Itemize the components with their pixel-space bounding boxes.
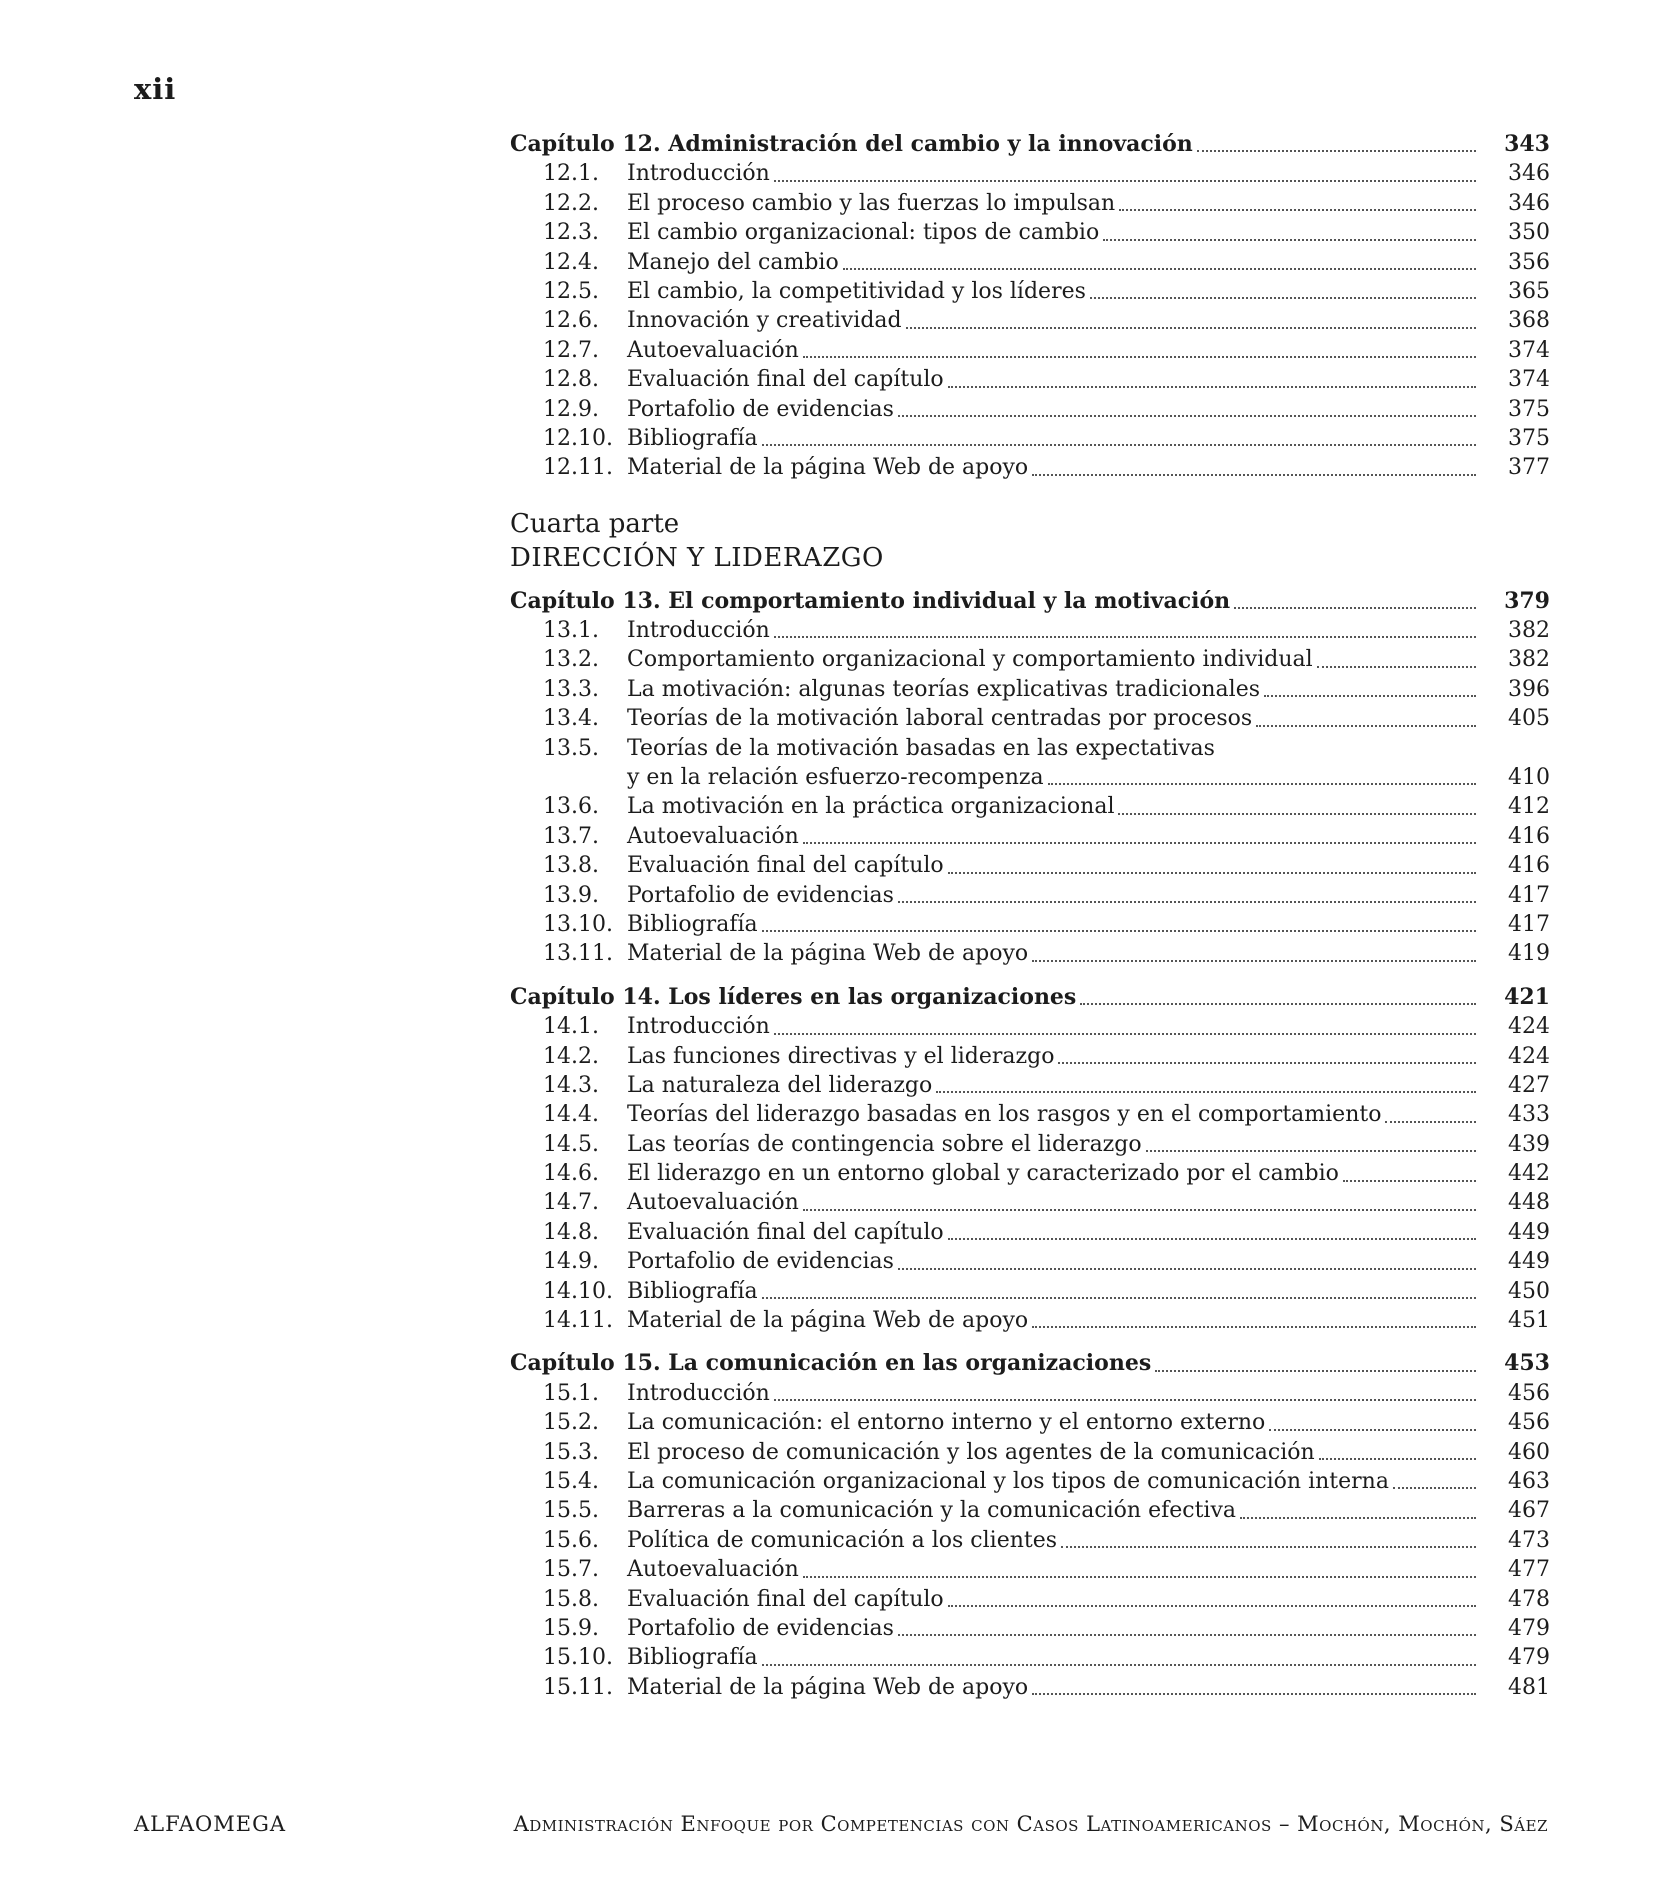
section-page-number: 365 bbox=[1508, 278, 1550, 304]
chapter-title: Capítulo 15. La comunicación en las organizaciones bbox=[510, 1350, 1152, 1377]
toc-entry bbox=[510, 822, 1550, 851]
toc-entry bbox=[510, 792, 1550, 821]
section-page-number: 427 bbox=[1508, 1072, 1550, 1098]
dot-leader bbox=[1103, 239, 1476, 241]
dot-leader bbox=[898, 1634, 1476, 1636]
section-number: 14.9. bbox=[543, 1249, 599, 1275]
dot-leader bbox=[774, 1399, 1476, 1401]
section-number: 13.5. bbox=[543, 735, 599, 761]
dot-leader bbox=[948, 872, 1476, 874]
section-page-number: 416 bbox=[1508, 853, 1550, 879]
section-page-number: 382 bbox=[1508, 618, 1550, 644]
toc-entry-continuation bbox=[510, 763, 1550, 792]
toc-entry bbox=[510, 851, 1550, 880]
dot-leader bbox=[1090, 297, 1476, 299]
toc-entry bbox=[510, 1071, 1550, 1100]
section-number: 14.5. bbox=[543, 1131, 599, 1157]
section-page-number: 417 bbox=[1508, 882, 1550, 908]
section-number: 12.11. bbox=[543, 455, 613, 481]
section-page-number: 419 bbox=[1508, 941, 1550, 967]
section-title: Manejo del cambio bbox=[627, 249, 839, 275]
section-page-number: 477 bbox=[1508, 1557, 1550, 1583]
section-page-number: 442 bbox=[1508, 1161, 1550, 1187]
section-number: 13.4. bbox=[543, 706, 599, 732]
dot-leader bbox=[1343, 1180, 1476, 1182]
section-number: 12.9. bbox=[543, 396, 599, 422]
toc-entry bbox=[510, 1100, 1550, 1129]
dot-leader bbox=[1234, 607, 1476, 609]
section-number: 12.3. bbox=[543, 220, 599, 246]
toc-entry bbox=[510, 1408, 1550, 1437]
section-number: 15.7. bbox=[543, 1557, 599, 1583]
toc-entry bbox=[510, 1526, 1550, 1555]
section-number: 12.6. bbox=[543, 308, 599, 334]
chapter-page-number: 343 bbox=[1504, 130, 1550, 157]
footer-publisher: ALFAOMEGA bbox=[134, 1812, 287, 1836]
section-number: 12.4. bbox=[543, 249, 599, 275]
section-number: 12.7. bbox=[543, 337, 599, 363]
section-number: 15.8. bbox=[543, 1586, 599, 1612]
section-page-number: 416 bbox=[1508, 823, 1550, 849]
section-page-number: 451 bbox=[1508, 1308, 1550, 1334]
footer-book-title: Administración Enfoque por Competencias con Casos Latinoamericanos – Mochón, Mochón, Sáez bbox=[513, 1812, 1548, 1836]
section-title: La comunicación: el entorno interno y el entorno externo bbox=[627, 1410, 1266, 1436]
section-page-number: 460 bbox=[1508, 1439, 1550, 1465]
dot-leader bbox=[1032, 1326, 1476, 1328]
section-page-number: 374 bbox=[1508, 367, 1550, 393]
section-title: Evaluación final del capítulo bbox=[627, 1586, 944, 1612]
section-title: Autoevaluación bbox=[627, 1190, 799, 1216]
dot-leader bbox=[843, 268, 1476, 270]
section-number: 13.3. bbox=[543, 676, 599, 702]
section-number: 14.7. bbox=[543, 1190, 599, 1216]
section-page-number: 412 bbox=[1508, 794, 1550, 820]
section-title: Evaluación final del capítulo bbox=[627, 367, 944, 393]
section-number: 13.7. bbox=[543, 823, 599, 849]
chapter-block bbox=[510, 1349, 1550, 1702]
dot-leader bbox=[1118, 813, 1476, 815]
dot-leader bbox=[936, 1091, 1476, 1093]
section-number: 13.10. bbox=[543, 911, 613, 937]
section-number: 13.9. bbox=[543, 882, 599, 908]
section-title: Bibliografía bbox=[627, 911, 758, 937]
toc-entry bbox=[510, 645, 1550, 674]
dot-leader bbox=[1393, 1487, 1476, 1489]
toc-entry bbox=[510, 616, 1550, 645]
section-page-number: 350 bbox=[1508, 220, 1550, 246]
toc-entry bbox=[510, 734, 1550, 763]
section-number: 13.11. bbox=[543, 941, 613, 967]
section-page-number: 417 bbox=[1508, 911, 1550, 937]
dot-leader bbox=[774, 1033, 1476, 1035]
dot-leader bbox=[762, 444, 1476, 446]
dot-leader bbox=[898, 901, 1476, 903]
toc-entry bbox=[510, 1247, 1550, 1276]
section-title: Bibliografía bbox=[627, 1278, 758, 1304]
toc-entry bbox=[510, 1277, 1550, 1306]
section-number: 14.8. bbox=[543, 1219, 599, 1245]
toc-entry bbox=[510, 453, 1550, 482]
section-title: Política de comunicación a los clientes bbox=[627, 1527, 1058, 1553]
toc-entry bbox=[510, 277, 1550, 306]
section-number: 13.1. bbox=[543, 618, 599, 644]
section-title: Introducción bbox=[627, 161, 770, 187]
section-page-number: 374 bbox=[1508, 337, 1550, 363]
toc-entry bbox=[510, 675, 1550, 704]
toc-entry bbox=[510, 704, 1550, 733]
toc-entry bbox=[510, 1438, 1550, 1467]
toc-entry bbox=[510, 1379, 1550, 1408]
dot-leader bbox=[1032, 1693, 1476, 1695]
section-number: 15.2. bbox=[543, 1410, 599, 1436]
section-page-number: 439 bbox=[1508, 1131, 1550, 1157]
section-title: El cambio organizacional: tipos de cambio bbox=[627, 220, 1100, 246]
section-title: Comportamiento organizacional y comportamiento individual bbox=[627, 647, 1313, 673]
dot-leader bbox=[1058, 1062, 1476, 1064]
section-title: La comunicación organizacional y los tipos de comunicación interna bbox=[627, 1469, 1389, 1494]
section-page-number: 456 bbox=[1508, 1380, 1550, 1406]
toc-entry bbox=[510, 248, 1550, 277]
toc-entry bbox=[510, 424, 1550, 453]
section-title: Teorías de la motivación laboral centradas por procesos bbox=[627, 706, 1253, 732]
section-title: Portafolio de evidencias bbox=[627, 1615, 894, 1641]
section-title: El proceso de comunicación y los agentes de la comunicación bbox=[627, 1439, 1315, 1465]
toc-entry bbox=[510, 1585, 1550, 1614]
dot-leader bbox=[803, 356, 1476, 358]
section-title: Material de la página Web de apoyo bbox=[627, 1308, 1029, 1334]
dot-leader bbox=[774, 180, 1476, 182]
section-title: Introducción bbox=[627, 1380, 770, 1406]
part-title: DIRECCIÓN Y LIDERAZGO bbox=[510, 542, 884, 573]
dot-leader bbox=[948, 386, 1476, 388]
section-number: 13.8. bbox=[543, 853, 599, 879]
dot-leader bbox=[1080, 1003, 1476, 1005]
toc-entry bbox=[510, 1218, 1550, 1247]
section-number: 12.5. bbox=[543, 278, 599, 304]
dot-leader bbox=[948, 1238, 1476, 1240]
section-number: 15.5. bbox=[543, 1498, 599, 1524]
chapter-heading-row bbox=[510, 983, 1550, 1012]
chapter-title: Capítulo 14. Los líderes en las organizaciones bbox=[510, 983, 1077, 1010]
section-title: Portafolio de evidencias bbox=[627, 396, 894, 422]
section-title: Introducción bbox=[627, 618, 770, 644]
dot-leader bbox=[762, 930, 1476, 932]
section-page-number: 450 bbox=[1508, 1278, 1550, 1304]
section-page-number: 478 bbox=[1508, 1586, 1550, 1612]
section-title: La motivación: algunas teorías explicativas tradicionales bbox=[627, 676, 1261, 702]
section-number: 14.4. bbox=[543, 1102, 599, 1128]
section-title: Bibliografía bbox=[627, 425, 758, 451]
section-title: Autoevaluación bbox=[627, 1557, 799, 1583]
table-of-contents bbox=[510, 130, 1550, 1716]
page-folio: xii bbox=[134, 72, 177, 106]
section-title: Portafolio de evidencias bbox=[627, 1249, 894, 1275]
section-title: Las teorías de contingencia sobre el liderazgo bbox=[627, 1131, 1142, 1157]
section-page-number: 433 bbox=[1508, 1102, 1550, 1128]
section-page-number: 410 bbox=[1508, 765, 1550, 791]
section-page-number: 382 bbox=[1508, 647, 1550, 673]
section-page-number: 375 bbox=[1508, 396, 1550, 422]
dot-leader bbox=[803, 1576, 1476, 1578]
toc-entry bbox=[510, 365, 1550, 394]
section-page-number: 356 bbox=[1508, 249, 1550, 275]
section-title: Autoevaluación bbox=[627, 823, 799, 849]
dot-leader bbox=[774, 636, 1476, 638]
toc-entry bbox=[510, 306, 1550, 335]
dot-leader bbox=[1146, 1150, 1476, 1152]
dot-leader bbox=[803, 1209, 1476, 1211]
section-title: Las funciones directivas y el liderazgo bbox=[627, 1043, 1055, 1069]
chapter-block bbox=[510, 130, 1550, 483]
chapter-heading-row bbox=[510, 587, 1550, 616]
part-heading bbox=[510, 507, 1550, 575]
dot-leader bbox=[1061, 1546, 1476, 1548]
section-number: 12.1. bbox=[543, 161, 599, 187]
section-number: 12.10. bbox=[543, 425, 613, 451]
section-title: Evaluación final del capítulo bbox=[627, 1219, 944, 1245]
chapter-page-number: 379 bbox=[1504, 587, 1550, 614]
section-number: 12.8. bbox=[543, 367, 599, 393]
section-title-continuation: y en la relación esfuerzo-recompenza bbox=[627, 765, 1044, 791]
section-number: 15.6. bbox=[543, 1527, 599, 1553]
toc-entry bbox=[510, 1130, 1550, 1159]
section-page-number: 405 bbox=[1508, 706, 1550, 732]
section-title: La naturaleza del liderazgo bbox=[627, 1072, 933, 1098]
toc-entry bbox=[510, 939, 1550, 968]
section-page-number: 479 bbox=[1508, 1645, 1550, 1671]
section-page-number: 456 bbox=[1508, 1410, 1550, 1436]
toc-entry bbox=[510, 1643, 1550, 1672]
section-title: El proceso cambio y las fuerzas lo impulsan bbox=[627, 190, 1116, 216]
dot-leader bbox=[1269, 1429, 1476, 1431]
section-title: Teorías del liderazgo basadas en los rasgos y en el comportamiento bbox=[627, 1102, 1382, 1128]
dot-leader bbox=[1319, 1458, 1476, 1460]
section-page-number: 449 bbox=[1508, 1249, 1550, 1275]
chapter-page-number: 453 bbox=[1504, 1350, 1550, 1377]
dot-leader bbox=[1032, 960, 1476, 962]
section-number: 13.6. bbox=[543, 794, 599, 820]
section-number: 12.2. bbox=[543, 190, 599, 216]
part-label: Cuarta parte bbox=[510, 508, 680, 539]
dot-leader bbox=[1032, 474, 1476, 476]
toc-entry bbox=[510, 1614, 1550, 1643]
section-title: Evaluación final del capítulo bbox=[627, 853, 944, 879]
section-page-number: 396 bbox=[1508, 676, 1550, 702]
section-page-number: 375 bbox=[1508, 425, 1550, 451]
toc-entry bbox=[510, 159, 1550, 188]
dot-leader bbox=[803, 842, 1476, 844]
dot-leader bbox=[762, 1664, 1476, 1666]
dot-leader bbox=[762, 1297, 1476, 1299]
dot-leader bbox=[1155, 1370, 1476, 1372]
section-number: 15.10. bbox=[543, 1645, 613, 1671]
section-title: Material de la página Web de apoyo bbox=[627, 455, 1029, 481]
dot-leader bbox=[1119, 209, 1476, 211]
chapter-block bbox=[510, 587, 1550, 969]
section-title: Portafolio de evidencias bbox=[627, 882, 894, 908]
section-number: 14.3. bbox=[543, 1072, 599, 1098]
chapter-title: Capítulo 12. Administración del cambio y la innovación bbox=[510, 130, 1193, 157]
section-page-number: 346 bbox=[1508, 190, 1550, 216]
section-number: 15.1. bbox=[543, 1380, 599, 1406]
section-page-number: 424 bbox=[1508, 1043, 1550, 1069]
toc-entry bbox=[510, 1189, 1550, 1218]
chapter-heading-row bbox=[510, 130, 1550, 159]
dot-leader bbox=[948, 1605, 1476, 1607]
section-number: 14.6. bbox=[543, 1161, 599, 1187]
dot-leader bbox=[1240, 1517, 1476, 1519]
toc-entry bbox=[510, 881, 1550, 910]
chapter-block bbox=[510, 983, 1550, 1336]
dot-leader bbox=[1256, 725, 1476, 727]
toc-entry bbox=[510, 1306, 1550, 1335]
chapter-page-number: 421 bbox=[1504, 983, 1550, 1010]
section-title: El cambio, la competitividad y los líderes bbox=[627, 278, 1086, 304]
section-title: Material de la página Web de apoyo bbox=[627, 941, 1029, 967]
section-number: 15.4. bbox=[543, 1469, 599, 1494]
dot-leader bbox=[1048, 783, 1476, 785]
section-title: Material de la página Web de apoyo bbox=[627, 1674, 1029, 1700]
toc-entry bbox=[510, 1673, 1550, 1702]
toc-entry bbox=[510, 1159, 1550, 1188]
section-title: Autoevaluación bbox=[627, 337, 799, 363]
dot-leader bbox=[1385, 1121, 1476, 1123]
section-number: 14.2. bbox=[543, 1043, 599, 1069]
toc-entry bbox=[510, 395, 1550, 424]
dot-leader bbox=[1197, 150, 1476, 152]
toc-entry bbox=[510, 1042, 1550, 1071]
section-page-number: 368 bbox=[1508, 308, 1550, 334]
section-page-number: 448 bbox=[1508, 1190, 1550, 1216]
section-title: Bibliografía bbox=[627, 1645, 758, 1671]
chapter-title: Capítulo 13. El comportamiento individual y la motivación bbox=[510, 587, 1231, 614]
section-title: Introducción bbox=[627, 1014, 770, 1040]
toc-entry bbox=[510, 189, 1550, 218]
section-page-number: 473 bbox=[1508, 1527, 1550, 1553]
section-title: El liderazgo en un entorno global y caracterizado por el cambio bbox=[627, 1161, 1339, 1187]
dot-leader bbox=[1264, 695, 1476, 697]
dot-leader bbox=[1317, 666, 1476, 668]
section-title: La motivación en la práctica organizacional bbox=[627, 794, 1115, 820]
section-title: Barreras a la comunicación y la comunicación efectiva bbox=[627, 1498, 1237, 1524]
section-number: 15.11. bbox=[543, 1674, 613, 1700]
section-page-number: 449 bbox=[1508, 1219, 1550, 1245]
toc-entry bbox=[510, 1555, 1550, 1584]
section-title: Innovación y creatividad bbox=[627, 308, 902, 334]
section-page-number: 377 bbox=[1508, 455, 1550, 481]
toc-entry bbox=[510, 1496, 1550, 1525]
section-page-number: 481 bbox=[1508, 1674, 1550, 1700]
toc-entry bbox=[510, 1012, 1550, 1041]
section-page-number: 467 bbox=[1508, 1498, 1550, 1524]
section-number: 15.3. bbox=[543, 1439, 599, 1465]
dot-leader bbox=[898, 1268, 1476, 1270]
section-number: 14.11. bbox=[543, 1308, 613, 1334]
section-number: 14.1. bbox=[543, 1014, 599, 1040]
dot-leader bbox=[898, 415, 1476, 417]
dot-leader bbox=[906, 327, 1476, 329]
section-number: 15.9. bbox=[543, 1615, 599, 1641]
toc-entry bbox=[510, 1467, 1550, 1496]
section-page-number: 479 bbox=[1508, 1615, 1550, 1641]
section-page-number: 346 bbox=[1508, 161, 1550, 187]
toc-entry bbox=[510, 218, 1550, 247]
toc-entry bbox=[510, 910, 1550, 939]
section-title: Teorías de la motivación basadas en las expectativas bbox=[627, 735, 1215, 761]
toc-entry bbox=[510, 336, 1550, 365]
chapter-heading-row bbox=[510, 1349, 1550, 1378]
section-page-number: 424 bbox=[1508, 1014, 1550, 1040]
section-number: 13.2. bbox=[543, 647, 599, 673]
section-page-number: 463 bbox=[1508, 1469, 1550, 1494]
section-number: 14.10. bbox=[543, 1278, 613, 1304]
